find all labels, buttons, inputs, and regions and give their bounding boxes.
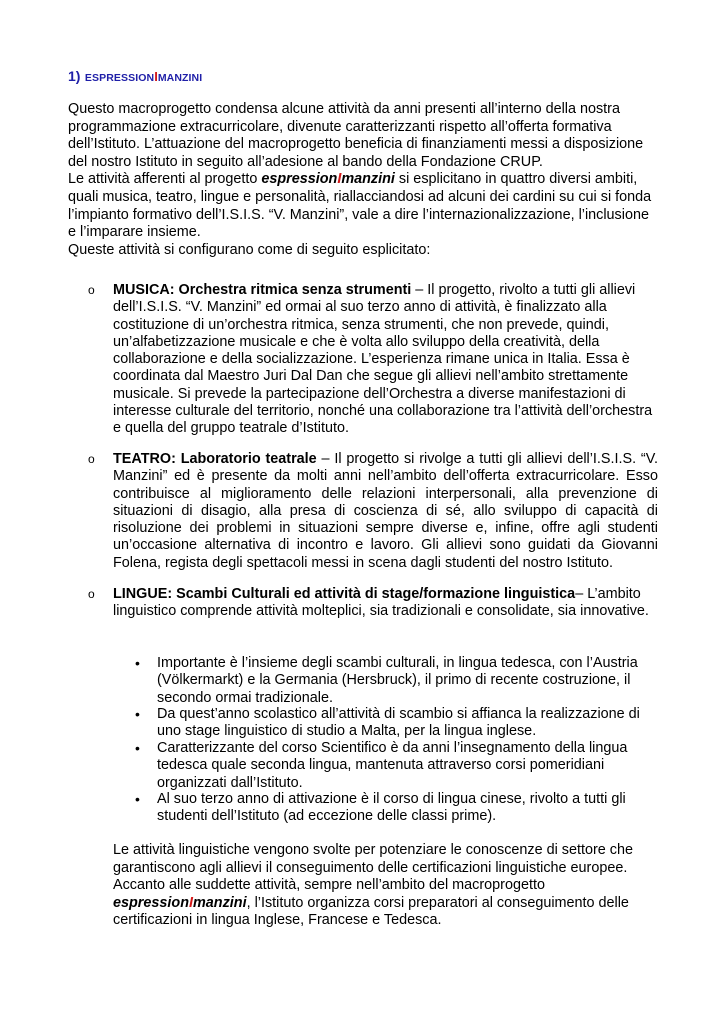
sub-item-text: Caratterizzante del corso Scientifico è da anni l’insegnamento della lingua tedesca quale seconda lingua, mantenuta attraverso corsi pomeridiani organizzati dall’Istituto. [157,740,628,791]
intro-paragraph-3: Queste attività si configurano come di seguito esplicitato: [68,241,431,258]
sub-item-text: Importante è l’insieme degli scambi culturali, in lingua tedesca, con l’Austria (Völkermarkt) e la Germania (Hersbruck), il primo di recente costruzione, il secondo ormai tradizionale. [157,655,638,706]
sub-bullet: • [135,655,140,671]
bullet-musica: o [88,283,95,297]
sub-item-text: Al suo terzo anno di attivazione è il corso di lingua cinese, rivolto a tutti gli studenti dell’Istituto (ad eccezione delle classi prime). [157,791,626,825]
closing-brand [113,895,247,911]
heading-brand-part2: MANZINI [157,72,203,84]
heading-brand-part1: ESPRESSION [84,72,155,84]
intro-brand-i: I [337,171,342,188]
sub-list-item [135,655,655,707]
musica-text-block [113,282,658,438]
closing-p2-before: Accanto alle suddette attività, sempre nell’ambito del macroprogetto [113,877,545,894]
intro-paragraph-2 [68,171,658,241]
sub-bullet: • [135,740,140,756]
teatro-title: TEATRO: Laboratorio teatrale [113,451,317,467]
intro-brand-a: espression [261,171,338,188]
list-item-musica [88,282,660,438]
bullet-teatro: o [88,452,95,466]
list-item-lingue [88,586,660,621]
list-item-teatro [88,451,660,572]
intro-block [68,101,658,259]
musica-text: – Il progetto, rivolto a tutti gli allievi dell’I.S.I.S. “V. Manzini” ed ormai al suo terzo anno di attività, è finalizzato alla costituzione di un’orchestra ritmica, senza strumenti, che non prevede, quindi, un’alfabetizzazione musicale e che è volta allo sviluppo della creatività, della collaborazione e della socializzazione. L’esperienza rimane unica in Italia. Essa è coordinata dal Maestro Juri Dal Dan che segue gli allievi nell’ambito strettamente musicale. Si prevede la partecipazione dell’Orchestra a diverse manifestazioni di interesse culturale del territorio, nonché una collaborazione tra l’attività dell’orchestra e quella del gruppo teatrale d’Istituto. [113,282,653,437]
sub-list-item [135,740,655,792]
lingue-title: LINGUE: Scambi Culturali ed attività di stage/formazione linguistica [113,586,576,602]
teatro-text: – Il progetto si rivolge a tutti gli allievi dell’I.S.I.S. “V. Manzini” ed è presente da molti anni nell’ambito dell’offerta extracurricolare. Esso contribuisce al miglioramento delle relazioni interpersonali, alla prevenzione di situazioni di disagio, alla presa di coscienza di sé, allo sviluppo di capacità di risoluzione dei problemi in situazioni sempre diverse e, infine, offre agli studenti un’occasione alternativa di incontro e lavoro. Gli allievi sono guidati da Giovanni Folena, regista degli spettacoli messi in scena dagli studenti del nostro Istituto. [113,451,658,571]
sub-bullet: • [135,706,140,722]
intro-brand-b: manzini [341,171,395,188]
heading-number: 1) [68,68,81,84]
intro-brand [261,171,395,187]
lingue-text: – L’ambito linguistico comprende attività molteplici, sia tradizionali e consolidate, sia innovative. [113,586,649,620]
heading-brand-i: I [154,69,158,84]
closing-paragraph-2 [113,877,658,930]
sub-item-text: Da quest’anno scolastico all’attività di scambio si affianca la realizzazione di uno stage linguistico di studio a Malta, per la lingua inglese. [157,706,640,740]
closing-brand-i: I [189,894,193,911]
teatro-text-block [113,451,658,572]
closing-brand-a: espression [113,894,189,911]
sub-list-item [135,791,655,826]
closing-brand-b: manzini [193,894,247,911]
sub-list-item [135,706,655,741]
closing-paragraph-1: Le attività linguistiche vengono svolte per potenziare le conoscenze di settore che garantiscono agli allievi il conseguimento delle certificazioni linguistiche europee. [113,842,633,876]
closing-block [113,842,658,930]
intro-p2-before: Le attività afferenti al progetto [68,171,262,188]
intro-p2-after: si esplicitano in quattro diversi ambiti, quali musica, teatro, lingue e personalità, riallacciandosi ad alcuni dei cardini su cui si fonda l’impianto formativo dell’I.S.I.S. “V. Manzini”, vale a dire l’internazionalizzazione, l’inclusione e l’imparare insieme. [68,171,652,241]
sub-bullet: • [135,791,140,807]
bullet-lingue: o [88,587,95,601]
closing-p2-after: , l’Istituto organizza corsi preparatori al conseguimento delle certificazioni in lingua Inglese, Francese e Tedesca. [113,894,629,929]
intro-paragraph-1: Questo macroprogetto condensa alcune attività da anni presenti all’interno della nostra programmazione extracurricolare, divenute caratterizzanti rispetto all’offerta formativa dell’Istituto. L’attuazione del macroprogetto beneficia di finanziamenti messi a disposizione del nostro Istituto in seguito all’adesione al bando della Fondazione CRUP. [68,101,644,170]
section-heading [68,68,202,86]
musica-title: MUSICA: Orchestra ritmica senza strumenti [113,282,412,298]
lingue-text-block [113,586,658,621]
